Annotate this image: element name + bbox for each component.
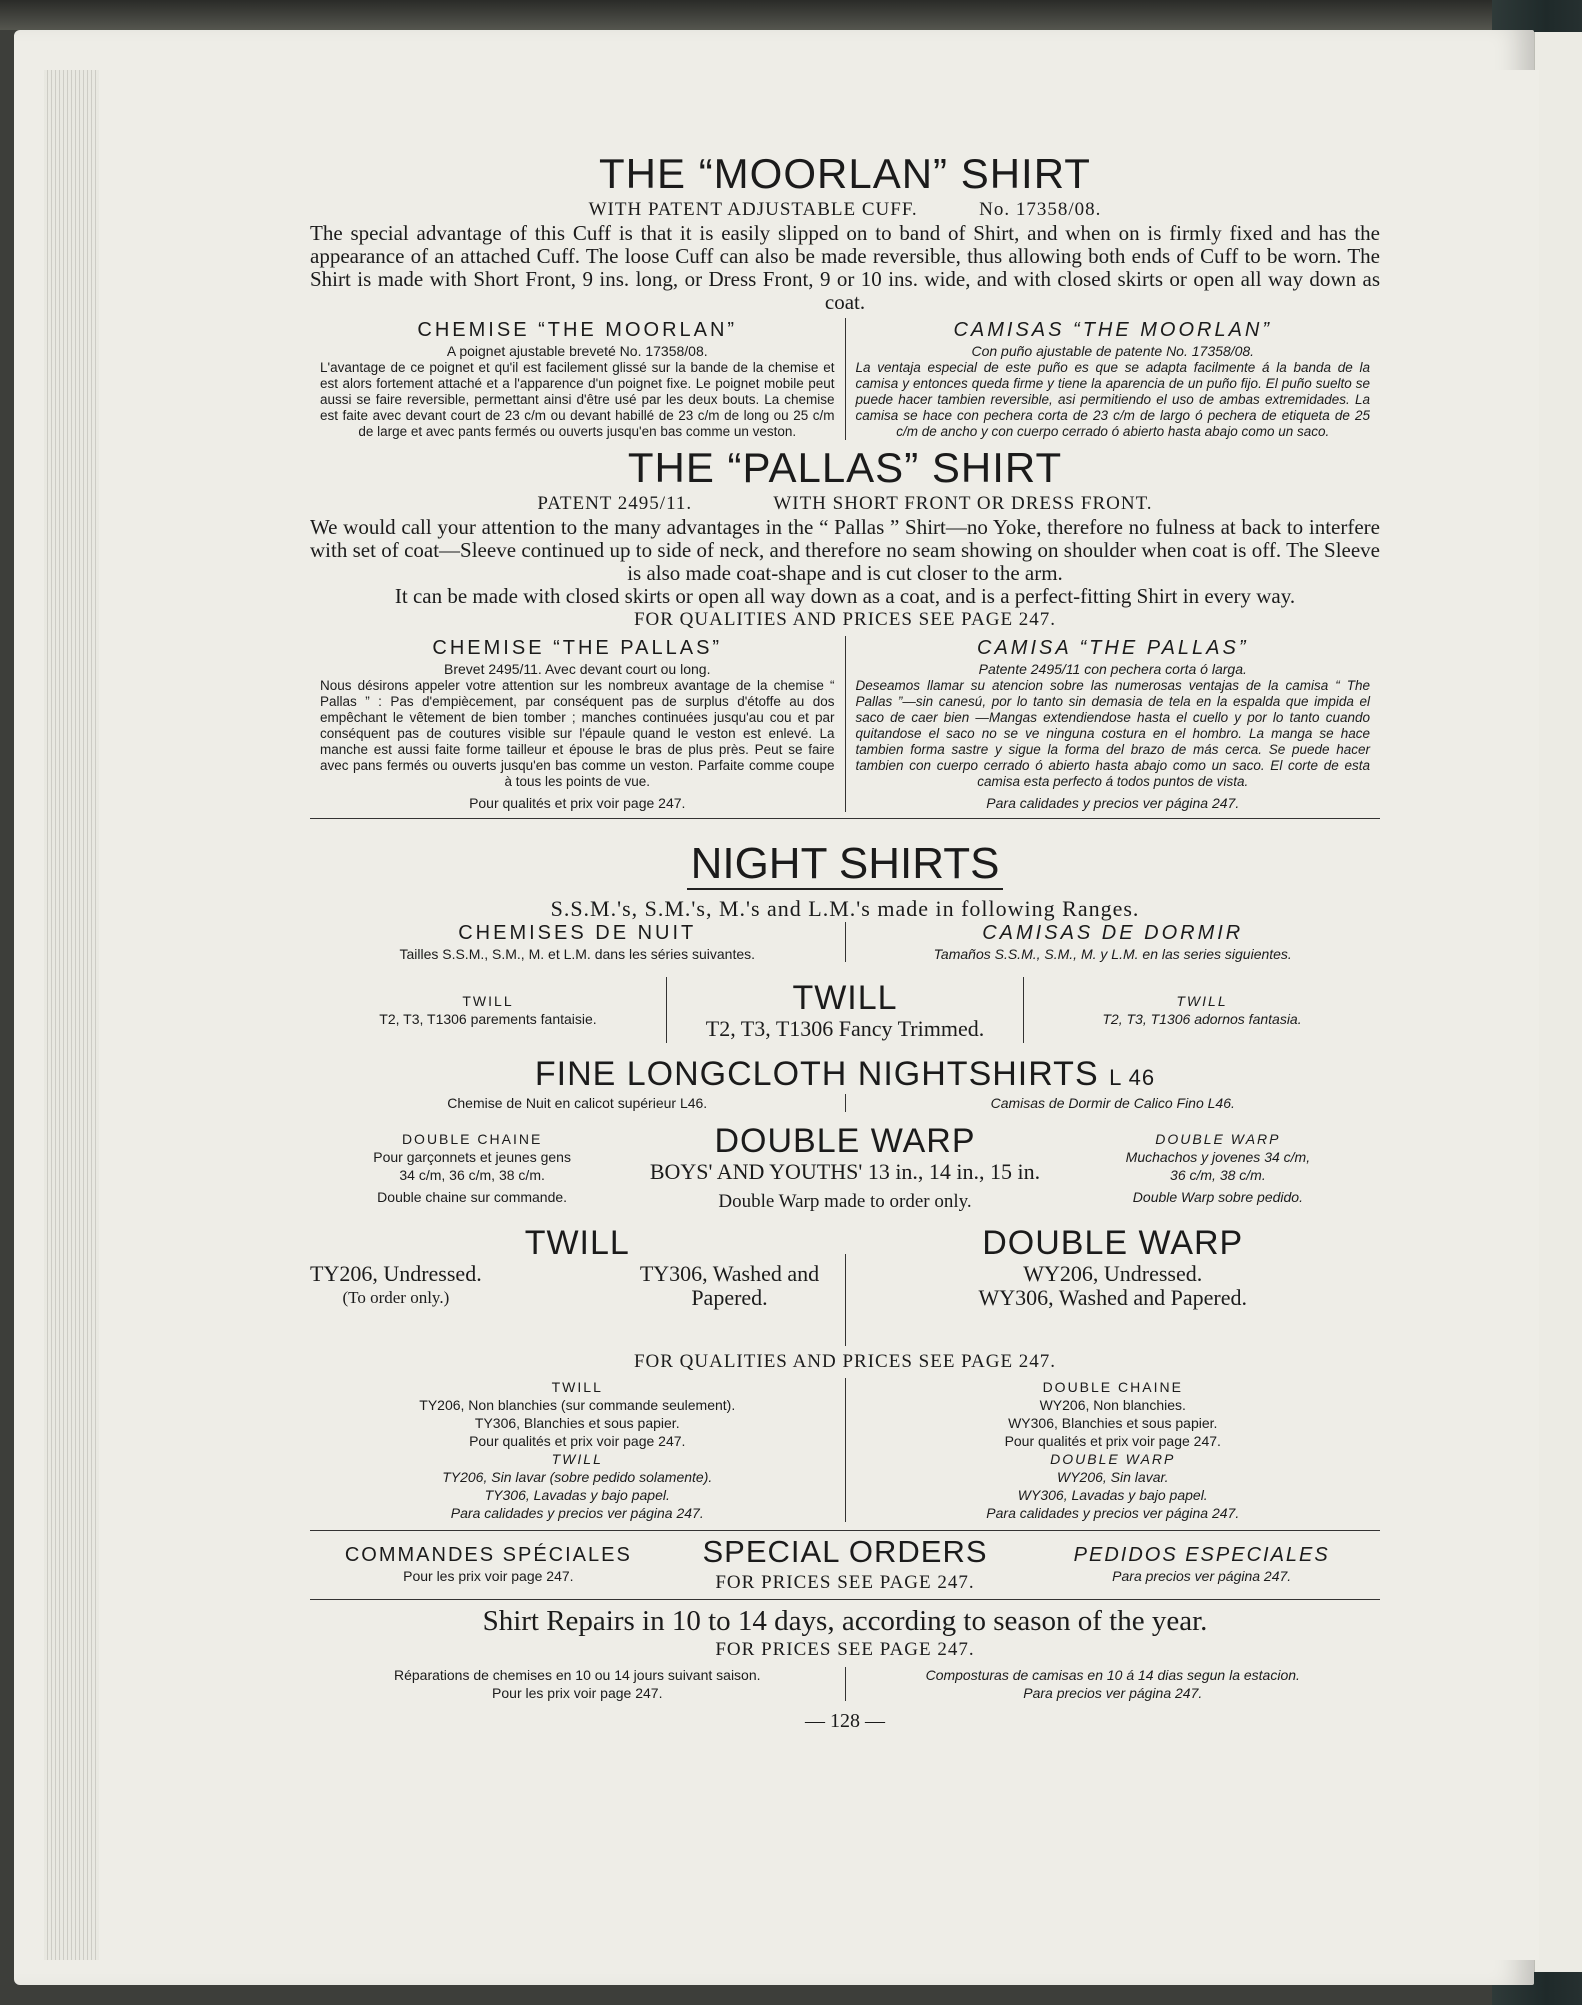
fr-twill-prices: Pour qualités et prix voir page 247. (469, 1433, 686, 1449)
scanner-top-edge (0, 0, 1582, 30)
pallas-prices: FOR QUALITIES AND PRICES SEE PAGE 247. (633, 609, 1057, 630)
special-fr-heading: COMMANDES SPÉCIALES (344, 1544, 632, 1566)
repairs-fr-line2: Pour les prix voir page 247. (492, 1685, 663, 1701)
night-shirts-title-text: NIGHT SHIRTS (687, 839, 1004, 890)
es-wy306: WY306, Lavadas y bajo papel. (1017, 1487, 1208, 1503)
night-shirts-ranges: S.S.M.'s, S.M.'s, M.'s and L.M.'s made in following Ranges. (550, 896, 1140, 921)
repairs-fr (310, 1666, 845, 1702)
moorlan-title: THE “MOORLAN” SHIRT (599, 150, 1091, 197)
twill-dw-row (310, 1224, 1380, 1346)
double-warp-es (1056, 1130, 1380, 1206)
fr-ty206: TY206, Non blanchies (sur commande seulement). (419, 1397, 736, 1413)
double-warp-en (634, 1122, 1056, 1214)
double-warp-es-line3: Double Warp sobre pedido. (1132, 1189, 1303, 1205)
dw-heading: DOUBLE WARP (982, 1224, 1244, 1262)
page-edges (44, 70, 104, 1960)
night-twill-en-heading: TWILL (792, 979, 898, 1017)
wy306-label: WY306, Washed and Papered. (978, 1285, 1247, 1310)
double-warp-es-line1: Muchachos y jovenes 34 c/m, (1125, 1149, 1311, 1165)
special-fr-sub: Pour les prix voir page 247. (403, 1568, 574, 1584)
fine-longcloth-title (310, 1055, 1380, 1094)
pallas-translations (310, 636, 1380, 812)
night-twill-en-text: T2, T3, T1306 Fancy Trimmed. (705, 1016, 985, 1041)
night-es-heading: CAMISAS DE DORMIR (982, 922, 1244, 944)
double-warp-es-line2: 36 c/m, 38 c/m. (1170, 1167, 1266, 1183)
double-warp-fr-line2: 34 c/m, 36 c/m, 38 c/m. (399, 1167, 545, 1183)
moorlan-patent-number: No. 17358/08. (979, 199, 1102, 220)
night-twill-es-heading: TWILL (1176, 993, 1228, 1009)
pallas-fr-heading: CHEMISE “THE PALLAS” (432, 637, 723, 659)
fine-es: Camisas de Dormir de Calico Fino L46. (990, 1095, 1235, 1111)
special-orders-row (310, 1533, 1380, 1595)
double-warp-fr-heading: DOUBLE CHAINE (401, 1131, 543, 1147)
fine-longcloth-translations (310, 1094, 1380, 1112)
pallas-french (310, 636, 846, 812)
special-orders-section (310, 1533, 1380, 1595)
twill-column (310, 1224, 845, 1310)
page-number: — 128 — (805, 1710, 885, 1732)
moorlan-sub-left: WITH PATENT ADJUSTABLE CUFF. (588, 199, 918, 220)
twill-translations (310, 1378, 845, 1522)
es-ty206: TY206, Sin lavar (sobre pedido solamente). (442, 1469, 713, 1485)
night-shirts-section (310, 839, 1380, 1043)
night-twill-fr-heading: TWILL (462, 993, 514, 1009)
night-fr-sizes: Tailles S.S.M., S.M., M. et L.M. dans les séries suivantes. (399, 946, 756, 962)
moorlan-es-subheading: Con puño ajustable de patente No. 17358/08. (971, 343, 1255, 359)
double-warp-fr-line1: Pour garçonnets et jeunes gens (373, 1149, 571, 1165)
moorlan-section (310, 150, 1380, 440)
repairs-section (310, 1604, 1380, 1733)
twill-double-warp-section (310, 1224, 1380, 1522)
pallas-es-text: Deseamos llamar su atencion sobre las numerosas ventajas de la camisa “ The Pallas ”—sin canesú, por lo tanto sin demasia de tela en la espalda que impida el saco de caer bien —Mangas extendiendose hasta el cuello y por lo tanto cuando quitandose el saco no se ve ninguna costura en el hombro. La manga se hace tambien forma sastre y sigue la forma del brazo de más cerca. Se puede hacer tambien con cuerpo cerrado ó abierto hasta abajo como un saco. El corte de esta camisa esta perfecto á todos puntos de vista. (855, 678, 1370, 789)
double-warp-fr (310, 1130, 634, 1206)
repairs-es-line1: Composturas de camisas en 10 á 14 dias segun la estacion. (925, 1667, 1300, 1683)
repairs-prices: FOR PRICES SEE PAGE 247. (715, 1639, 975, 1660)
fr-dc-heading: DOUBLE CHAINE (1042, 1379, 1183, 1395)
moorlan-fr-heading: CHEMISE “THE MOORLAN” (417, 319, 738, 341)
moorlan-french (310, 318, 846, 440)
pallas-es-heading: CAMISA “THE PALLAS” (977, 637, 1249, 659)
page-content (310, 150, 1380, 1733)
fr-ty306: TY306, Blanchies et sous papier. (474, 1415, 680, 1431)
twill-dw-translations (310, 1378, 1380, 1522)
moorlan-description: The special advantage of this Cuff is that it is easily slipped on to band of Shirt, and when on is firmly fixed and has the appearance of an attached Cuff. The loose Cuff can also be made reversible, thus allowing both ends of Cuff to be worn. The Shirt is made with Short Front, 9 ins. long, or Dress Front, 9 or 10 ins. wide, and with closed skirts or open all way down as coat. (310, 221, 1380, 314)
night-es (846, 921, 1381, 963)
twill-dw-prices: FOR QUALITIES AND PRICES SEE PAGE 247. (633, 1351, 1057, 1372)
section-divider (310, 1599, 1380, 1600)
moorlan-es-text: La ventaja especial de este puño es que se adapta facilmente á la banda de la camisa y entonces queda firme y tiene la aparencia de un puño fijo. El puño suelto se puede hacer tambien reversible, asi permitiendo el uso de ambas extremidades. La camisa se hace con pechera corta de 23 c/m de largo ó pechera de etiqueta de 25 c/m de ancho y con cuerpo cerrado ó abierto hasta abajo como un saco. (855, 360, 1370, 439)
es-ty306: TY306, Lavadas y bajo papel. (484, 1487, 670, 1503)
pallas-subtitle (310, 492, 1380, 516)
pallas-fr-subheading: Brevet 2495/11. Avec devant court ou long. (444, 661, 711, 677)
ty206-item (310, 1262, 482, 1310)
pallas-description: We would call your attention to the many advantages in the “ Pallas ” Shirt—no Yoke, therefore no fulness at back to interfere with set of coat—Sleeve continued up to side of neck, and therefore no seam showing on shoulder when coat is off. The Sleeve is also made coat-shape and is cut closer to the arm. (310, 515, 1380, 585)
moorlan-translations (310, 318, 1380, 440)
repairs-translations (310, 1666, 1380, 1702)
pallas-patent: PATENT 2495/11. (537, 493, 693, 514)
pallas-section (310, 444, 1380, 812)
facing-page-edge (1532, 32, 1582, 1972)
pallas-es-subheading: Patente 2495/11 con pechera corta ó larga. (978, 661, 1247, 677)
double-warp-row (310, 1122, 1380, 1214)
special-en (667, 1533, 1024, 1595)
pallas-es-prices: Para calidades y precios ver página 247. (986, 795, 1240, 811)
double-warp-es-heading: DOUBLE WARP (1155, 1131, 1281, 1147)
dw-translations (846, 1378, 1381, 1522)
es-dw-prices: Para calidades y precios ver página 247. (986, 1505, 1240, 1521)
es-dw-heading: DOUBLE WARP (1050, 1451, 1176, 1467)
ty206-note: (To order only.) (342, 1288, 450, 1307)
fr-wy206: WY206, Non blanchies. (1039, 1397, 1186, 1413)
es-twill-heading: TWILL (551, 1451, 603, 1467)
double-warp-column (846, 1224, 1381, 1310)
pallas-title: THE “PALLAS” SHIRT (627, 444, 1063, 491)
moorlan-es-heading: CAMISAS “THE MOORLAN” (953, 319, 1273, 341)
night-twill-fr-text: T2, T3, T1306 parements fantaisie. (379, 1011, 597, 1027)
wy206-label: WY206, Undressed. (1023, 1261, 1203, 1286)
moorlan-fr-subheading: A poignet ajustable breveté No. 17358/08. (446, 343, 708, 359)
moorlan-spanish (846, 318, 1381, 440)
fine-longcloth-code: L 46 (1109, 1065, 1156, 1090)
pallas-description-2: It can be made with closed skirts or open all way down as a coat, and is a perfect-fitting Shirt in every way. (394, 584, 1296, 608)
repairs-title: Shirt Repairs in 10 to 14 days, according to season of the year. (482, 1605, 1208, 1637)
night-twill-es (1024, 992, 1380, 1028)
double-warp-en-heading: DOUBLE WARP (714, 1122, 976, 1160)
pallas-spanish (846, 636, 1381, 812)
special-fr (310, 1543, 667, 1585)
night-es-sizes: Tamaños S.S.M., S.M., M. y L.M. en las series siguientes. (933, 946, 1292, 962)
fine-fr: Chemise de Nuit en calicot supérieur L46. (447, 1095, 708, 1111)
night-twill-fr (310, 992, 666, 1028)
special-es-sub: Para precios ver página 247. (1112, 1568, 1292, 1584)
pallas-fr-prices: Pour qualités et prix voir page 247. (469, 795, 686, 811)
night-twill-es-text: T2, T3, T1306 adornos fantasia. (1102, 1011, 1302, 1027)
night-shirts-title (310, 839, 1380, 889)
special-en-heading: SPECIAL ORDERS (702, 1534, 988, 1569)
pallas-fr-text: Nous désirons appeler votre attention sur les nombreux avantage de la chemise “ Pallas ” : Pas d'empiècement, par conséquent pas de surplus d'étoffe au dos empêchant le vêtement de bien tomber ; manches continuées jusqu'au cou et par conséquent pas de coutures visible sur l'épaule quand le veston est enlevé. La manche est aussi faite forme tailleur et épouse le bras de plus près. Peut se faire avec pans fermés ou ouverts jusqu'en bas comme un veston. Parfaite comme coupe à tous les points de vue. (320, 678, 835, 789)
fr-dc-prices: Pour qualités et prix voir page 247. (1004, 1433, 1221, 1449)
fr-wy306: WY306, Blanchies et sous papier. (1008, 1415, 1218, 1431)
section-divider (310, 1530, 1380, 1531)
moorlan-fr-text: L'avantage de ce poignet et qu'il est facilement glissé sur la bande de la chemise et est alors fortement attaché et a l'apparence d'un poignet fixe. Le poignet mobile peut aussi se faire reversible, permettant ainsi d'être usé par les deux bouts. La chemise est faite avec devant court de 23 c/m ou devant habillé de 23 c/m de long ou 25 c/m de large et avec pants fermés ou ouverts jusqu'en bas comme un veston. (320, 360, 835, 439)
fine-longcloth-title-text: FINE LONGCLOTH NIGHTSHIRTS (534, 1055, 1099, 1093)
fine-longcloth-section (310, 1055, 1380, 1112)
double-warp-en-line1: BOYS' AND YOUTHS' 13 in., 14 in., 15 in. (649, 1159, 1041, 1184)
night-shirts-languages (310, 921, 1380, 963)
repairs-fr-line1: Réparations de chemises en 10 ou 14 jours suivant saison. (393, 1667, 761, 1683)
special-es (1023, 1543, 1380, 1585)
night-fr-heading: CHEMISES DE NUIT (458, 922, 697, 944)
double-warp-en-line2: Double Warp made to order only. (718, 1191, 972, 1212)
twill-heading: TWILL (524, 1224, 630, 1262)
special-es-heading: PEDIDOS ESPECIALES (1073, 1544, 1330, 1566)
es-twill-prices: Para calidades y precios ver página 247. (450, 1505, 704, 1521)
moorlan-subtitle (310, 198, 1380, 222)
night-fr (310, 921, 845, 963)
ty206-label: TY206, Undressed. (310, 1261, 482, 1286)
section-divider (310, 818, 1380, 819)
fr-twill-heading: TWILL (551, 1379, 603, 1395)
night-twill-en (667, 979, 1023, 1041)
repairs-es-line2: Para precios ver página 247. (1023, 1685, 1203, 1701)
repairs-es (846, 1666, 1381, 1702)
pallas-front-type: WITH SHORT FRONT OR DRESS FRONT. (773, 493, 1153, 514)
double-warp-fr-line3: Double chaine sur commande. (377, 1189, 568, 1205)
night-twill-row (310, 977, 1380, 1043)
es-wy206: WY206, Sin lavar. (1056, 1469, 1169, 1485)
ty306-label: TY306, Washed and Papered. (639, 1261, 820, 1310)
double-warp-section (310, 1122, 1380, 1214)
special-en-sub: FOR PRICES SEE PAGE 247. (715, 1572, 975, 1593)
